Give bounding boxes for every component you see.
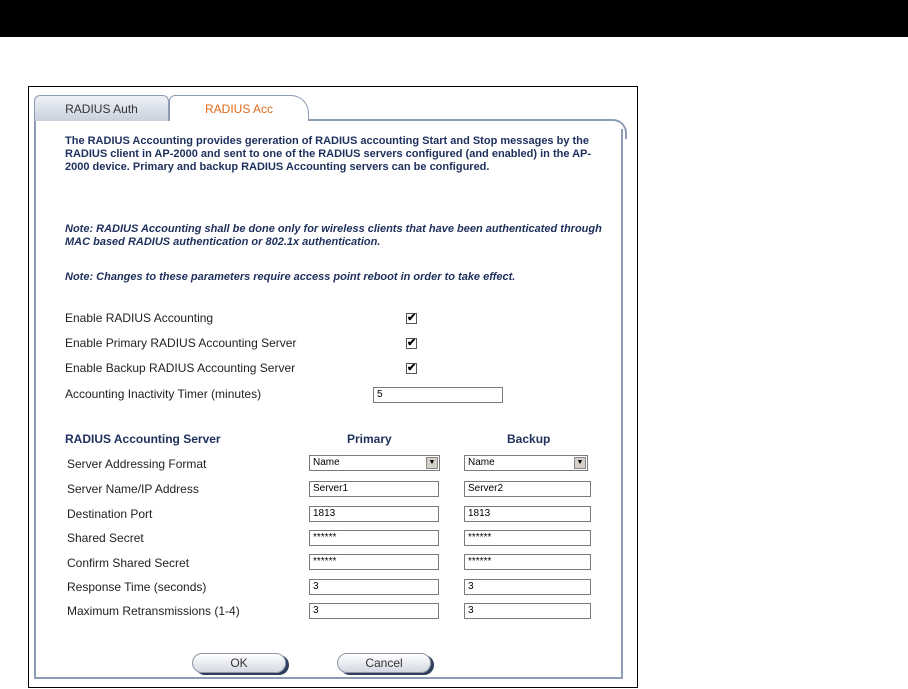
primary-addressing-format-value: Name [313,457,340,468]
backup-addressing-format-select[interactable] [464,455,588,471]
description-text: The RADIUS Accounting provides gereration of RADIUS accounting Start and Stop messages by the RADIUS client in AP-2000 and sent to one of the RADIUS servers configured (and enabled) in the AP-2000 device. Primary and backup RADIUS Accounting servers can be configured. [65,135,592,173]
tab-divider-line [309,119,609,121]
tab-radius-auth[interactable]: RADIUS Auth [34,95,169,121]
radius-accounting-window [28,86,638,688]
primary-column-header: Primary [347,432,392,446]
inactivity-timer-input[interactable]: 5 [373,387,503,403]
backup-max-retrans-input[interactable]: 3 [464,603,591,619]
confirm-secret-label: Confirm Shared Secret [67,556,190,570]
tab-radius-acc[interactable]: RADIUS Acc [169,95,309,121]
enable-accounting-label: Enable RADIUS Accounting [65,311,214,325]
addressing-format-label: Server Addressing Format [67,457,207,471]
note-reboot: Note: Changes to these parameters require access point reboot in order to take effect. [65,271,516,283]
note-authentication: Note: RADIUS Accounting shall be done only for wireless clients that have been authenticated through MAC based RADIUS authentication or 802.1x authentication. [65,223,602,248]
backup-response-time-input[interactable]: 3 [464,579,591,595]
inactivity-timer-label: Accounting Inactivity Timer (minutes) [65,387,262,401]
enable-accounting-checkbox[interactable]: ✔ [407,312,417,324]
panel-border-right [621,129,623,677]
enable-primary-label: Enable Primary RADIUS Accounting Server [65,336,297,350]
backup-confirm-secret-input[interactable]: ****** [464,554,591,570]
tab-divider-curve [609,119,627,139]
backup-addressing-format-value: Name [468,457,495,468]
primary-addressing-format-select[interactable] [309,455,440,471]
primary-response-time-input[interactable]: 3 [309,579,439,595]
backup-destination-port-input[interactable]: 1813 [464,506,591,522]
panel-border-bottom [34,677,623,679]
cancel-button[interactable]: Cancel [337,653,431,673]
max-retrans-label: Maximum Retransmissions (1-4) [67,604,240,618]
destination-port-label: Destination Port [67,507,153,521]
primary-shared-secret-input[interactable]: ****** [309,530,439,546]
shared-secret-label: Shared Secret [67,531,144,545]
primary-confirm-secret-input[interactable]: ****** [309,554,439,570]
server-table-header: RADIUS Accounting Server [65,432,221,446]
primary-server-name-input[interactable]: Server1 [309,481,439,497]
primary-max-retrans-input[interactable]: 3 [309,603,439,619]
tab-strip [34,95,632,123]
server-name-label: Server Name/IP Address [67,482,199,496]
primary-destination-port-input[interactable]: 1813 [309,506,439,522]
backup-column-header: Backup [507,432,551,446]
enable-backup-checkbox[interactable]: ✔ [407,362,417,374]
chevron-down-icon[interactable]: ▼ [426,457,438,469]
enable-primary-checkbox[interactable]: ✔ [407,337,417,349]
panel-border-left [34,121,36,677]
backup-server-name-input[interactable]: Server2 [464,481,591,497]
enable-backup-label: Enable Backup RADIUS Accounting Server [65,361,296,375]
chevron-down-icon[interactable]: ▼ [574,457,586,469]
ok-button[interactable]: OK [192,653,286,673]
response-time-label: Response Time (seconds) [67,580,207,594]
top-black-banner [0,0,908,37]
backup-shared-secret-input[interactable]: ****** [464,530,591,546]
